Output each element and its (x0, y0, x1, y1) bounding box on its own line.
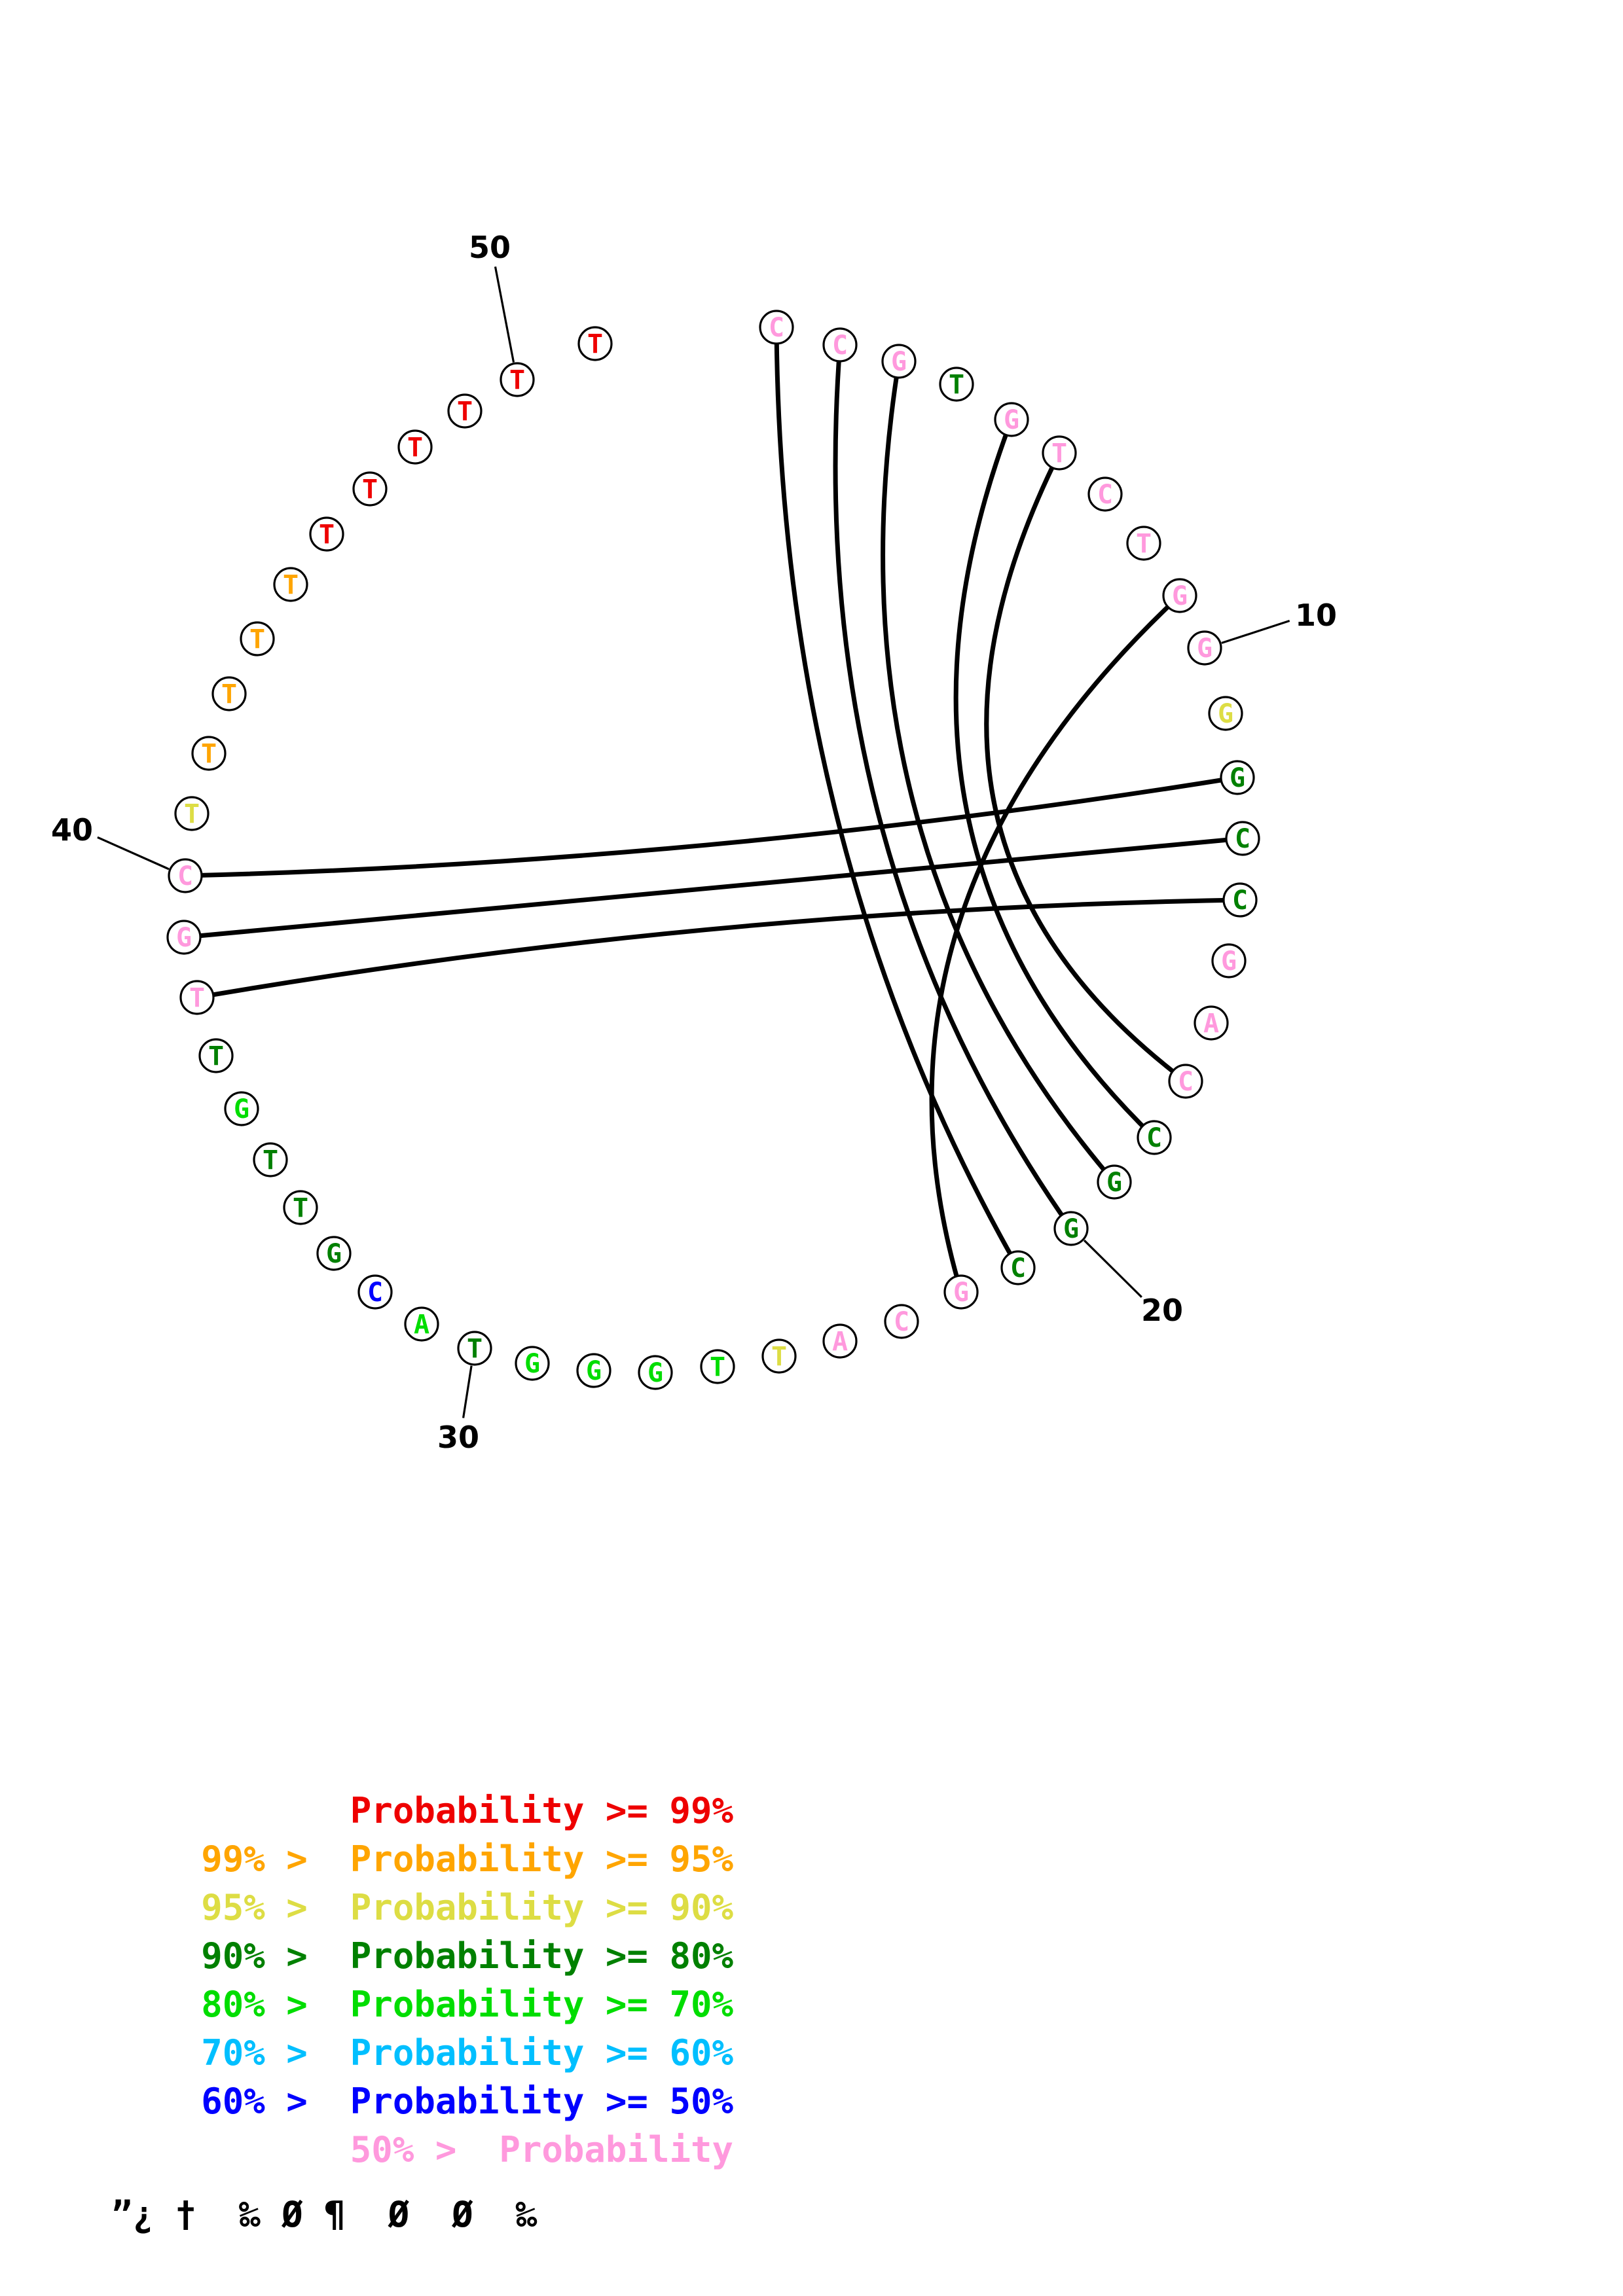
position-label-text: 20 (1140, 1293, 1184, 1328)
nucleotide-letter: G (647, 1358, 664, 1388)
legend-row-4: 90% > Probability >= 80% (201, 1935, 733, 1977)
nucleotide-19 (1098, 1166, 1131, 1198)
legend-row-6: 70% > Probability >= 60% (201, 2032, 733, 2073)
nucleotide-letter: T (282, 570, 299, 600)
nucleotide-letter: G (1171, 581, 1188, 611)
nucleotide-letter: G (1003, 405, 1020, 435)
nucleotide-letter: G (325, 1239, 342, 1269)
nucleotide-letter: T (200, 739, 217, 769)
nucleotide-letter: C (893, 1307, 910, 1337)
nucleotide-37 (200, 1039, 232, 1072)
nucleotide-letter: T (509, 365, 526, 395)
nucleotide-2 (824, 329, 856, 361)
nucleotide-letter: A (831, 1327, 848, 1357)
nucleotide-letter: T (262, 1145, 279, 1175)
nucleotide-39 (168, 921, 200, 954)
nucleotide-25 (763, 1340, 795, 1372)
nucleotide-36 (225, 1092, 258, 1125)
nucleotide-letter: C (1177, 1067, 1194, 1097)
nucleotide-8 (1127, 527, 1160, 560)
nucleotide-letter: G (1063, 1214, 1080, 1244)
legend-row-5: 80% > Probability >= 70% (201, 1984, 733, 2025)
nucleotide-46 (310, 518, 343, 550)
position-label-10 (1222, 598, 1337, 643)
nucleotide-43 (213, 677, 246, 710)
legend-row-8: 50% > Probability (350, 2129, 733, 2170)
position-leader-line (464, 1366, 472, 1418)
nucleotide-40 (169, 859, 202, 892)
nucleotide-letter: G (1220, 946, 1237, 977)
nucleotide-21 (1002, 1251, 1034, 1284)
nucleotide-letter: T (587, 329, 604, 359)
nucleotide-51 (579, 327, 611, 360)
nucleotide-letter: C (831, 331, 848, 361)
position-label-text: 30 (437, 1420, 480, 1455)
nucleotide-12 (1221, 761, 1254, 794)
nucleotide-letter: T (361, 475, 378, 505)
nucleotide-letter: G (1217, 699, 1234, 729)
nucleotide-letter: T (771, 1342, 788, 1372)
nucleotides (168, 311, 1259, 1389)
nucleotide-letter: T (318, 520, 335, 550)
nucleotide-letter: G (953, 1278, 970, 1308)
nucleotide-13 (1226, 822, 1259, 855)
base-pair-arc (932, 596, 1180, 1292)
nucleotide-30 (458, 1332, 491, 1365)
nucleotide-letter: C (1010, 1253, 1027, 1283)
position-label-30 (437, 1366, 479, 1455)
base-pair-arc (185, 778, 1237, 876)
position-leader-line (1222, 621, 1290, 643)
nucleotide-letter: T (249, 624, 266, 655)
nucleotide-letter: T (183, 799, 200, 829)
nucleotide-7 (1089, 478, 1122, 511)
nucleotide-28 (577, 1354, 610, 1387)
nucleotide-letter: T (292, 1193, 309, 1223)
nucleotide-letter: G (175, 923, 192, 953)
nucleotide-letter: T (456, 397, 473, 427)
nucleotide-letter: C (177, 861, 194, 891)
nucleotide-41 (175, 797, 208, 830)
nucleotide-18 (1138, 1121, 1171, 1154)
nucleotide-9 (1163, 579, 1196, 612)
nucleotide-letter: T (1051, 439, 1068, 469)
nucleotide-17 (1169, 1065, 1202, 1098)
nucleotide-20 (1055, 1212, 1087, 1245)
nucleotide-letter: C (768, 313, 785, 343)
nucleotide-letter: T (208, 1041, 225, 1071)
nucleotide-1 (760, 311, 793, 344)
nucleotide-50 (501, 363, 534, 396)
nucleotide-38 (181, 981, 213, 1014)
base-pair-arc (776, 327, 1018, 1268)
nucleotide-letter: G (890, 347, 907, 377)
legend-row-7: 60% > Probability >= 50% (201, 2081, 733, 2122)
base-pair-arc (835, 345, 1071, 1229)
base-pair-arc (184, 838, 1243, 937)
nucleotide-letter: G (585, 1356, 602, 1386)
nucleotide-letter: T (189, 983, 206, 1013)
position-labels (51, 230, 1337, 1455)
nucleotide-letter: G (1229, 763, 1246, 793)
nucleotide-32 (359, 1276, 392, 1308)
position-label-text: 50 (468, 230, 511, 265)
nucleotide-letter: T (948, 370, 965, 400)
position-leader-line (98, 837, 169, 869)
legend-row-2: 99% > Probability >= 95% (201, 1839, 733, 1880)
nucleotide-letter: C (1231, 886, 1249, 916)
nucleotide-10 (1188, 632, 1221, 664)
nucleotide-letter: C (1146, 1123, 1163, 1153)
nucleotide-48 (399, 431, 431, 463)
nucleotide-49 (448, 395, 481, 427)
nucleotide-letter: C (1234, 824, 1251, 854)
nucleotide-6 (1043, 437, 1076, 469)
nucleotide-letter: G (233, 1094, 250, 1124)
position-label-50 (469, 230, 514, 363)
legend-row-1: Probability >= 99% (137, 1790, 733, 1831)
position-label-40 (51, 812, 169, 869)
nucleotide-letter: T (407, 433, 424, 463)
nucleotide-15 (1213, 944, 1245, 977)
nucleotide-29 (516, 1347, 549, 1380)
nucleotide-letter: C (1097, 480, 1114, 510)
nucleotide-35 (254, 1143, 287, 1176)
nucleotide-letter: G (1196, 634, 1213, 664)
position-label-text: 40 (50, 812, 94, 848)
position-leader-line (1084, 1240, 1142, 1297)
nucleotide-23 (885, 1305, 918, 1338)
nucleotide-letter: T (709, 1352, 726, 1382)
nucleotide-letter: T (1135, 529, 1152, 559)
nucleotide-3 (883, 345, 915, 378)
nucleotide-5 (995, 403, 1028, 436)
nucleotide-11 (1209, 697, 1242, 730)
nucleotide-14 (1224, 884, 1256, 916)
nucleotide-letter: T (221, 679, 238, 709)
nucleotide-42 (192, 737, 225, 770)
position-label-text: 10 (1294, 598, 1338, 633)
nucleotide-letter: A (413, 1310, 430, 1340)
legend-row-3: 95% > Probability >= 90% (201, 1887, 733, 1928)
legend-rows (0, 1787, 786, 2174)
nucleotide-letter: G (1106, 1168, 1123, 1198)
nucleotide-31 (405, 1308, 438, 1340)
nucleotide-letter: G (524, 1349, 541, 1379)
base-pair-arcs (184, 327, 1246, 1292)
position-label-20 (1084, 1240, 1183, 1328)
nucleotide-45 (274, 568, 307, 601)
nucleotide-letter: C (367, 1278, 384, 1308)
nucleotide-34 (284, 1191, 317, 1224)
nucleotide-16 (1195, 1007, 1228, 1039)
nucleotide-27 (639, 1356, 672, 1389)
probability-legend (0, 1787, 786, 2235)
nucleotide-44 (241, 622, 274, 655)
nucleotide-letter: T (466, 1334, 483, 1364)
nucleotide-26 (701, 1350, 734, 1383)
nucleotide-letter: A (1203, 1009, 1220, 1039)
legend-footer: ”¿ † ‰ Ø ¶ Ø Ø ‰ (111, 2194, 538, 2235)
nucleotide-24 (824, 1325, 856, 1357)
nucleotide-4 (940, 368, 973, 401)
position-leader-line (496, 266, 514, 362)
nucleotide-22 (945, 1276, 977, 1308)
nucleotide-47 (354, 473, 386, 505)
nucleotide-33 (318, 1237, 350, 1270)
